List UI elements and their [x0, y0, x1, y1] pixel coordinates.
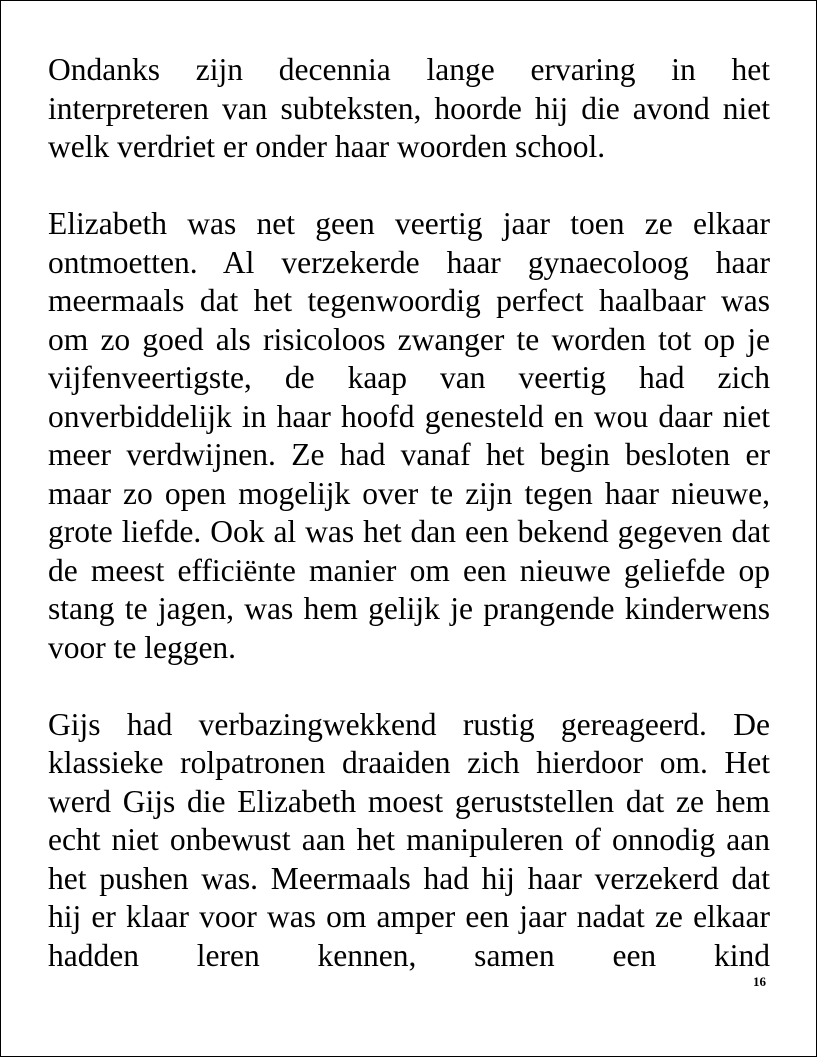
paragraph-1: Ondanks zijn decennia lange ervaring in het interpreteren van subteksten, hoorde hij die avond niet welk verdriet er onder haar woorden school.	[48, 52, 770, 164]
page-body	[48, 51, 770, 975]
page-number: 16	[753, 974, 766, 989]
paragraph-3: Gijs had verbazingwekkend rustig gereageerd. De klassieke rolpatronen draaiden zich hierdoor om. Het werd Gijs die Elizabeth moest geruststellen dat ze hem echt niet onbewust aan het manipuleren of onnodig aan het pushen was. Meermaals had hij haar verzekerd dat hij er klaar voor was om amper een jaar nadat ze elkaar hadden leren kennen, samen een kind	[48, 706, 770, 973]
paragraph-2: Elizabeth was net geen veertig jaar toen ze elkaar ontmoetten. Al verzekerde haar gynaecoloog haar meermaals dat het tegenwoordig perfect haalbaar was om zo goed als risicoloos zwanger te worden tot op je vijfenveertigste, de kaap van veertig had zich onverbiddelijk in haar hoofd genesteld en wou daar niet meer verdwijnen. Ze had vanaf het begin besloten er maar zo open mogelijk over te zijn tegen haar nieuwe, grote liefde. Ook al was het dan een bekend gegeven dat de meest efficiënte manier om een nieuwe geliefde op stang te jagen, was hem gelijk je prangende kinderwens voor te leggen.	[48, 206, 770, 665]
